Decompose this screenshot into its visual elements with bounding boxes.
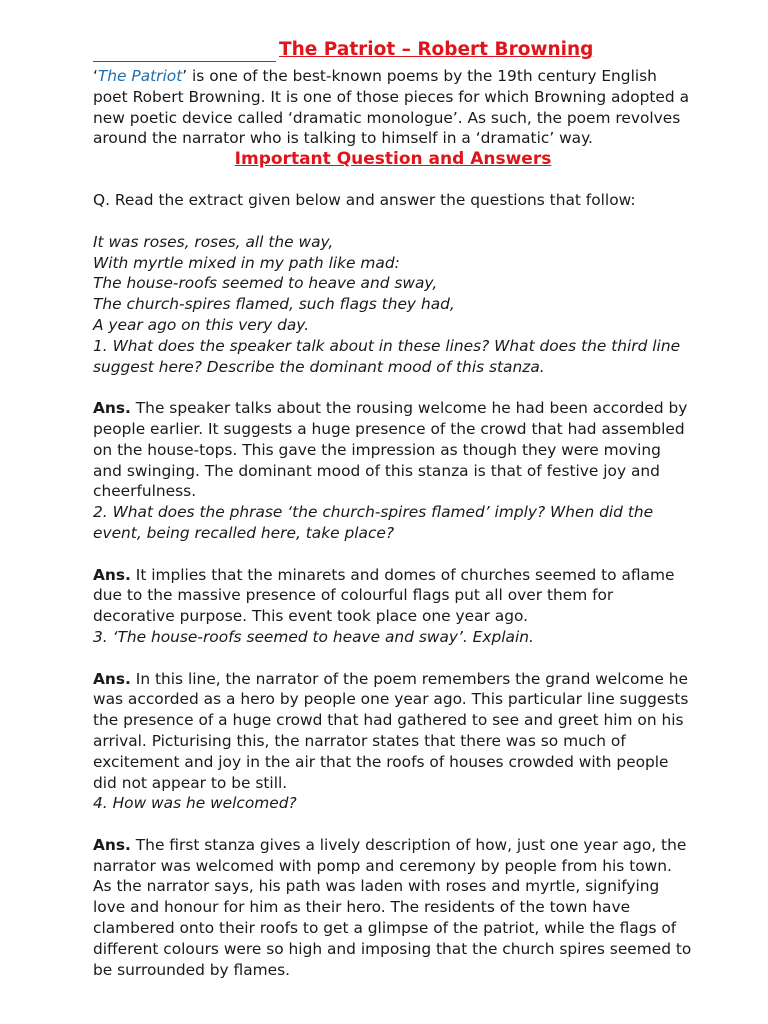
question-prompt: Q. Read the extract given below and answer the questions that follow: (93, 191, 636, 210)
spacer (93, 211, 693, 232)
intro-text: ’ is one of the best-known poems by the 19th century English poet Robert Browning. It is one of those pieces for which Browning adopted a new poetic device called ‘dramatic monologue’. As such, the poem revolves around the narrator who is talking to himself in a ‘dramatic’ way. (93, 67, 689, 148)
answer-label: Ans. (93, 399, 131, 418)
question-2: 2. What does the phrase ‘the church-spires flamed’ imply? When did the event, being recalled here, take place? (93, 503, 654, 542)
document-body (93, 40, 693, 980)
question-1: 1. What does the speaker talk about in these lines? What does the third line suggest here? Describe the dominant mood of this stanza. (93, 336, 681, 376)
poem-line: The house-roofs seemed to heave and sway, (93, 274, 438, 293)
answer-2 (93, 565, 693, 627)
answer-text: In this line, the narrator of the poem remembers the grand welcome he was accorded as a hero by people one year ago. This particular line suggests the presence of a huge crowd that had gathered to see and greet him on his arrival. Picturising this, the narrator states that there was so much of excitement and joy in the air that the roofs of houses crowded with people did not appear to be still. (93, 669, 689, 792)
poem-line: With myrtle mixed in my path like mad: (93, 253, 400, 272)
answer-label: Ans. (93, 669, 131, 688)
spacer (93, 648, 693, 669)
answer-label: Ans. (93, 835, 131, 854)
answer-text: The speaker talks about the rousing welcome he had been accorded by people earlier. It suggests a huge presence of the crowd that had assembled on the house-tops. This gave the impression as though they were moving and swinging. The dominant mood of this stanza is that of festive joy and cheerfulness. (93, 399, 688, 501)
poem-name: The Patriot (97, 67, 183, 85)
answer-text: The first stanza gives a lively description of how, just one year ago, the narrator was welcomed with pomp and ceremony by people from his town. As the narrator says, his path was laden with roses and myrtle, signifying love and honour for him as their hero. The residents of the town have clambered onto their roofs to get a glimpse of the patriot, while the flags of different colours were so high and imposing that the church spires seemed to be surrounded by flames. (93, 835, 692, 979)
intro-paragraph (93, 66, 693, 149)
question-3: 3. ‘The house-roofs seemed to heave and sway’. Explain. (93, 627, 534, 646)
section-subheading: Important Question and Answers (234, 149, 552, 170)
poem-line: It was roses, roses, all the way, (93, 232, 334, 251)
title-underline-rule (93, 61, 276, 62)
intro-open-quote: ‘ (93, 67, 98, 85)
poem-line: The church-spires flamed, such flags they had, (93, 295, 455, 314)
answer-1 (93, 398, 693, 502)
page-title: The Patriot – Robert Browning (279, 39, 594, 60)
poem-extract (93, 232, 693, 336)
spacer (93, 814, 693, 835)
answer-text: It implies that the minarets and domes of churches seemed to aflame due to the massive presence of colourful flags put all over them for decorative purpose. This event took place one year ago. (93, 565, 675, 626)
answer-3 (93, 669, 693, 794)
answer-4 (93, 835, 693, 981)
answer-label: Ans. (93, 565, 131, 584)
question-4: 4. How was he welcomed? (93, 794, 297, 813)
spacer (93, 544, 693, 565)
spacer (93, 377, 693, 398)
title-row (93, 40, 693, 66)
poem-line: A year ago on this very day. (93, 315, 310, 334)
